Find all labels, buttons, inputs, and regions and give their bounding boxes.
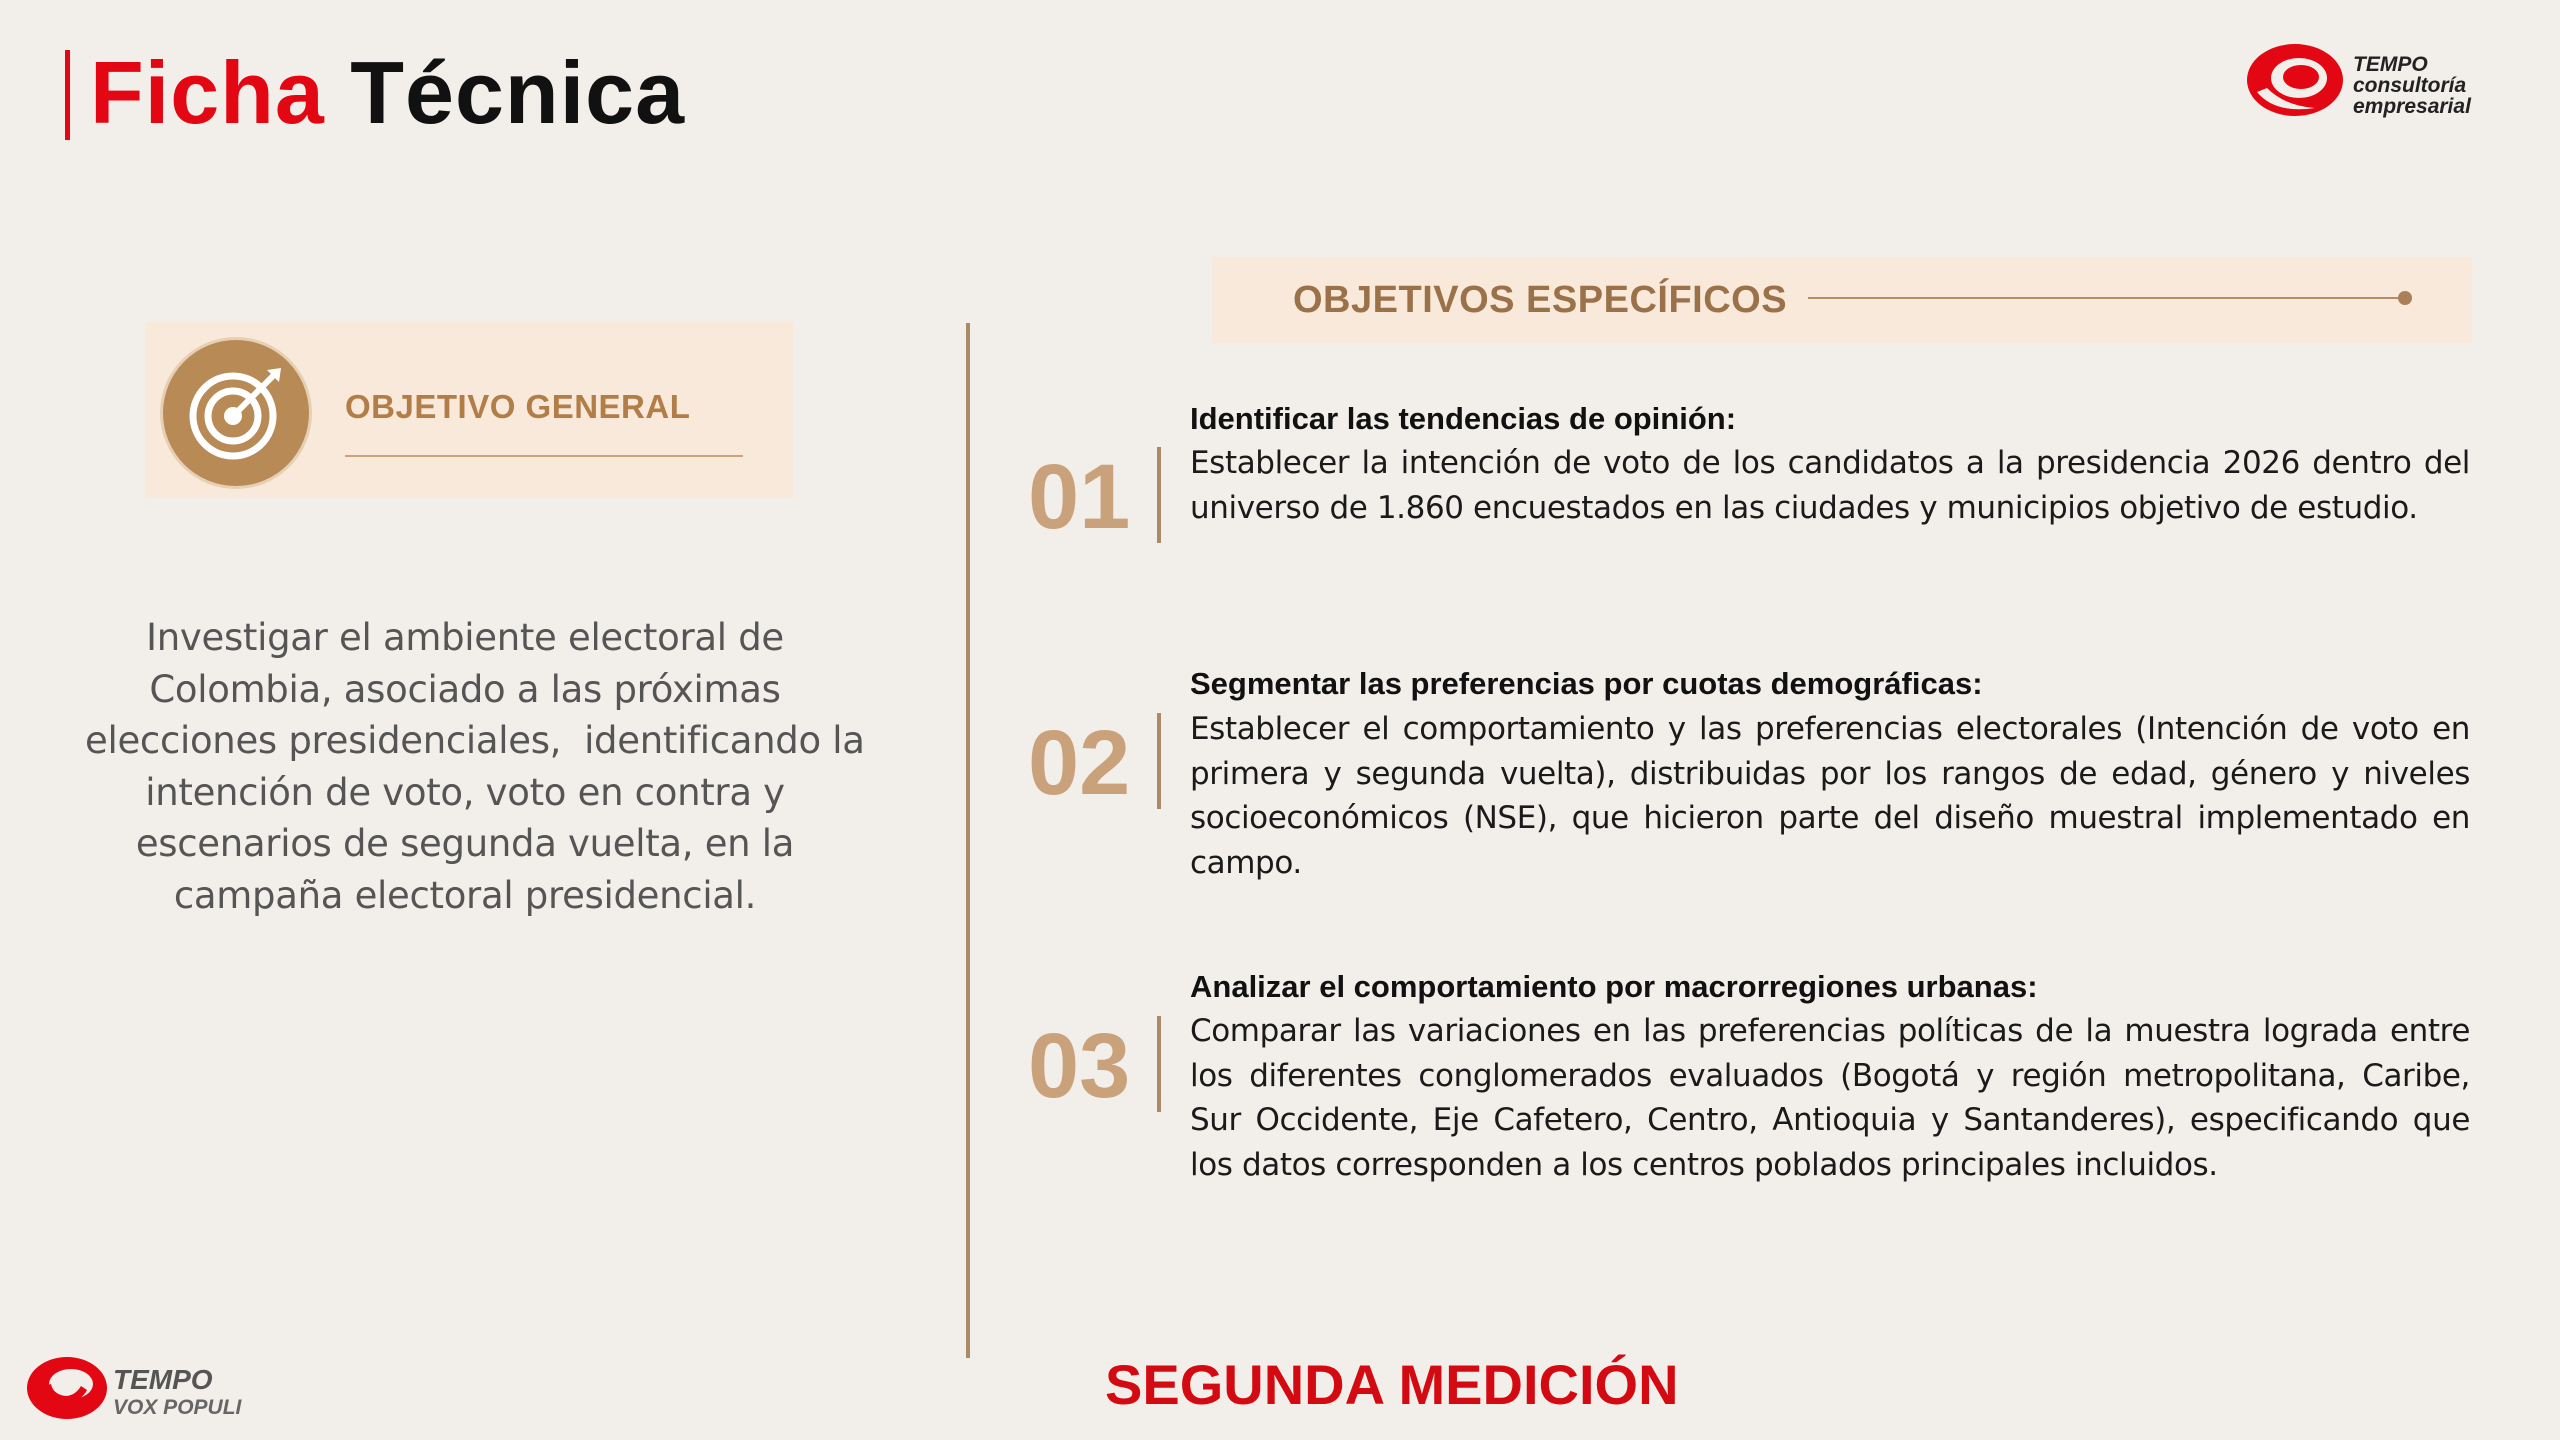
- objective-number-bar: [1157, 1016, 1161, 1112]
- tempo-vox-populi-logo: [25, 1352, 275, 1432]
- footer-label: SEGUNDA MEDICIÓN: [1105, 1353, 1679, 1416]
- logo-text-line1: TEMPO: [2353, 53, 2428, 76]
- objective-body: Comparar las variaciones en las preferencias políticas de la muestra lograda entre los diferentes conglomerados evaluados (Bogotá y región metropolitana, Caribe, Sur Occidente, Eje Cafetero, Centro, Antioquia y Santanderes), especificando que los datos corresponden a los centros poblados principales incluidos.: [1190, 1013, 2470, 1184]
- general-objective-text: [85, 612, 865, 921]
- vox-populi-logo-icon: [25, 1352, 115, 1422]
- title-accent-bar: [65, 50, 70, 140]
- objective-heading: Identificar las tendencias de opinión:: [1190, 401, 1737, 436]
- general-objective-underline: [345, 455, 743, 457]
- tempo-logo-icon: [2245, 40, 2345, 120]
- general-objective-line: Colombia, asociado a las próximas: [149, 667, 781, 711]
- specific-objectives-line: [1808, 297, 2403, 299]
- page-title-part2: Técnica: [350, 43, 686, 142]
- objective-number-bar: [1157, 447, 1161, 543]
- objective-number-bar: [1157, 713, 1161, 809]
- logo-text-line2: consultoría: [2353, 74, 2467, 97]
- target-icon: [163, 340, 309, 486]
- general-objective-line: escenarios de segunda vuelta, en la: [135, 822, 795, 865]
- page-title: [90, 38, 685, 148]
- page-title-part1: Ficha: [90, 43, 325, 142]
- general-objective-line: elecciones presidenciales, identificando la: [85, 719, 865, 762]
- general-objective-heading: OBJETIVO GENERAL: [345, 388, 691, 425]
- objective-heading: Analizar el comportamiento por macrorregiones urbanas:: [1190, 969, 2038, 1004]
- objective-number: 01: [1028, 446, 1131, 548]
- objective-number: 03: [1028, 1015, 1131, 1117]
- specific-objectives-dot: [2398, 291, 2412, 305]
- objective-body: Establecer el comportamiento y las preferencias electorales (Intención de voto en primera y segunda vuelta), distribuidas por los rangos de edad, género y niveles socioeconómicos (NSE), que hicieron parte del diseño muestral implementado en campo.: [1190, 711, 2470, 882]
- column-divider: [966, 323, 970, 1358]
- specific-objectives-heading: OBJETIVOS ESPECÍFICOS: [1293, 279, 1788, 321]
- general-objective-line: intención de voto, voto en contra y: [145, 770, 785, 814]
- logo-text-line2: VOX POPULI: [113, 1396, 242, 1419]
- logo-text-line3: empresarial: [2353, 95, 2471, 118]
- tempo-consultoria-logo: [2245, 40, 2505, 130]
- objective-number: 02: [1028, 712, 1131, 814]
- general-objective-line: Investigar el ambiente electoral de: [146, 616, 784, 659]
- logo-text-line1: TEMPO: [113, 1364, 213, 1395]
- general-objective-line: campaña electoral presidencial.: [173, 873, 757, 917]
- objective-body: Establecer la intención de voto de los candidatos a la presidencia 2026 dentro del universo de 1.860 encuestados en las ciudades y municipios objetivo de estudio.: [1190, 445, 2470, 526]
- objective-heading: Segmentar las preferencias por cuotas demográficas:: [1190, 666, 1983, 701]
